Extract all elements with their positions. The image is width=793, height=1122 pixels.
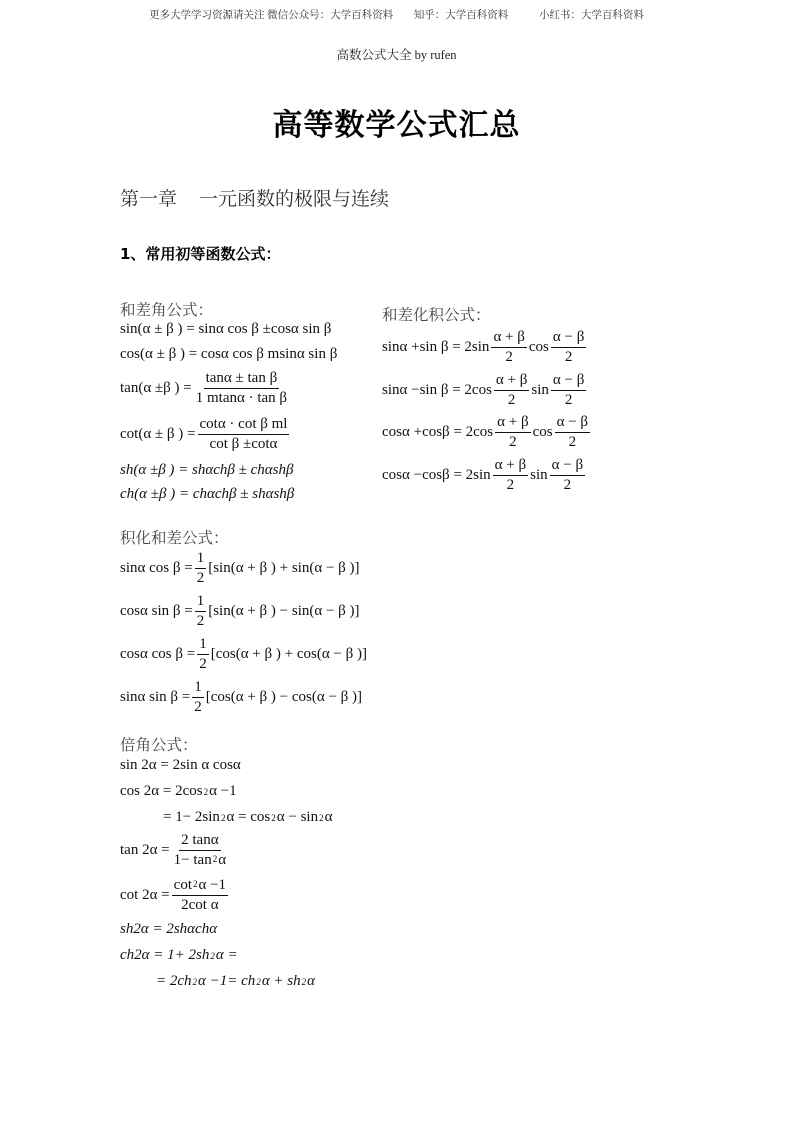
formula-product-to-sum <box>120 636 367 674</box>
fraction <box>551 329 586 367</box>
formula-cos-sum <box>120 346 337 363</box>
fraction-half <box>195 550 207 588</box>
chapter-number: 第一章 <box>120 189 178 210</box>
formula-lhs: cosα +cosβ = 2cos <box>382 424 494 441</box>
numerator: α − β <box>551 372 586 391</box>
fraction <box>172 832 228 870</box>
formula-lhs: sh(α ±β ) = <box>120 462 189 478</box>
formula-lhs: sinα −sin β = 2cos <box>382 382 492 399</box>
promo-header <box>0 7 793 22</box>
exponent: 2 <box>301 976 307 987</box>
formula-cot-double <box>120 877 230 915</box>
formula-sh-sum <box>120 462 293 479</box>
page-title: 高等数学公式汇总 <box>272 108 521 143</box>
formula-rhs: cosα cos β msinα sin β <box>200 346 338 362</box>
fraction <box>555 414 590 452</box>
exponent: 2 <box>192 879 198 889</box>
denominator: 2 <box>506 477 515 494</box>
section-heading: 1、常用初等函数公式： <box>120 245 281 263</box>
formula-sin-sum <box>120 321 331 338</box>
denominator: 2 <box>563 477 572 494</box>
fraction <box>551 372 586 410</box>
formula-part: α <box>307 973 316 989</box>
fraction-half <box>192 679 204 717</box>
formula-lhs: cosα −cosβ = 2sin <box>382 467 491 484</box>
denominator: 1 mtanα · tan β <box>195 390 288 407</box>
formula-part: α <box>218 852 227 869</box>
formula-part: ch2α = 1+ 2sh <box>120 947 210 963</box>
formula-lhs: sinα cos β = <box>120 560 193 577</box>
numerator: α + β <box>491 329 526 348</box>
formula-sum-to-product <box>382 457 587 495</box>
formula-lhs: cosα sin β = <box>120 603 193 620</box>
chapter-heading <box>120 184 389 211</box>
denominator: 2 <box>194 699 202 716</box>
numerator <box>172 877 228 896</box>
denominator <box>172 851 228 869</box>
formula-ch-double-cont <box>156 973 315 990</box>
formula-product-to-sum <box>120 550 360 588</box>
denominator: 2 <box>196 570 205 587</box>
formula-cos-double-cont <box>163 809 332 826</box>
formula-rhs: [sin(α + β ) + sin(α − β )] <box>208 560 360 577</box>
numerator: α + β <box>493 457 528 476</box>
numerator: α − β <box>551 329 586 348</box>
trig-function: cos <box>528 339 549 356</box>
formula-lhs: cos(α ± β ) = <box>120 346 198 362</box>
fraction <box>194 370 289 408</box>
sum-diff-angle-label: 和差角公式： <box>120 302 214 319</box>
exponent: 2 <box>210 950 215 961</box>
formula-sin-double: sin 2α = 2sin α cosα <box>120 757 241 773</box>
trig-function: sin <box>531 382 549 399</box>
formula-lhs: sinα +sin β = 2sin <box>382 339 490 356</box>
denominator: cot β ±cotα <box>209 436 278 453</box>
formula-lhs: cot(α ± β ) = <box>120 426 196 443</box>
formula-part: α + sh <box>261 973 301 989</box>
exponent: 2 <box>271 812 276 823</box>
formula-sum-to-product <box>382 329 588 367</box>
fraction <box>550 457 585 495</box>
numerator: α − β <box>550 457 585 476</box>
formula-part: 1− tan <box>173 852 212 869</box>
exponent: 2 <box>220 812 226 823</box>
formula-product-to-sum <box>120 679 362 717</box>
formula-tan-double <box>120 832 230 870</box>
denominator: 2 <box>196 613 205 630</box>
formula-sh-double: sh2α = 2shαchα <box>120 921 218 937</box>
fraction-half <box>195 593 207 631</box>
numerator: 1 <box>192 679 204 698</box>
denominator: 2 <box>505 349 513 366</box>
trig-function: cos <box>532 424 553 441</box>
exponent: 2 <box>203 786 209 797</box>
chapter-name: 一元函数的极限与连续 <box>199 189 390 210</box>
fraction <box>494 372 529 410</box>
promo-wechat: 更多大学学习资源请关注 微信公众号：大学百科资料 <box>149 10 394 21</box>
exponent: 2 <box>212 854 218 865</box>
formula-part: = 2ch <box>156 973 192 989</box>
fraction <box>493 457 528 495</box>
formula-lhs: tan 2α = <box>120 842 170 859</box>
formula-sum-to-product <box>382 372 588 410</box>
formula-part: α −1 <box>209 783 237 799</box>
numerator: α − β <box>555 414 590 433</box>
formula-ch-double <box>120 947 238 964</box>
formula-cot-sum <box>120 416 291 454</box>
formula-rhs: [cos(α + β ) + cos(α − β )] <box>210 646 368 663</box>
formula-cos-double <box>120 783 237 800</box>
denominator: 2 <box>509 434 517 451</box>
formula-part: α −1= ch <box>198 973 256 989</box>
formula-rhs: [cos(α + β ) − cos(α − β )] <box>205 689 363 706</box>
fraction <box>491 329 526 367</box>
numerator: 1 <box>195 550 207 569</box>
formula-ch-sum <box>120 486 294 503</box>
formula-lhs: ch(α ±β ) = <box>120 486 190 502</box>
fraction <box>495 414 530 452</box>
numerator: α + β <box>494 372 529 391</box>
promo-zhihu: 知乎：大学百科资料 <box>413 10 509 21</box>
formula-part: α <box>324 809 333 825</box>
fraction-half <box>197 636 209 674</box>
formula-part: cot <box>173 877 192 893</box>
formula-part: α = cos <box>226 809 271 825</box>
formula-part: α −1 <box>198 877 227 893</box>
formula-rhs: [sin(α + β ) − sin(α − β )] <box>208 603 360 620</box>
document-subtitle: 高数公式大全 by rufen <box>336 48 457 62</box>
formula-part: = 1− 2sin <box>163 809 220 825</box>
exponent: 2 <box>192 976 198 987</box>
formula-rhs: shαchβ ± chαshβ <box>192 462 294 478</box>
formula-rhs: sinα cos β ±cosα sin β <box>198 321 332 337</box>
formula-lhs: cosα cos β = <box>120 646 196 663</box>
denominator: 2 <box>564 392 573 409</box>
formula-tan-sum <box>120 370 291 408</box>
formula-lhs: tan(α ±β ) = <box>120 380 192 397</box>
formula-part: cos 2α = 2cos <box>120 783 203 799</box>
fraction <box>172 877 228 915</box>
denominator: 2 <box>568 434 577 451</box>
numerator: tanα ± tan β <box>204 370 280 389</box>
formula-lhs: cot 2α = <box>120 887 170 904</box>
exponent: 2 <box>319 812 324 823</box>
numerator: 1 <box>195 593 207 612</box>
fraction <box>198 416 290 454</box>
formula-lhs: sin(α ± β ) = <box>120 321 195 337</box>
numerator: cotα · cot β ml <box>198 416 290 435</box>
exponent: 2 <box>256 976 261 987</box>
formula-lhs: sinα sin β = <box>120 689 191 706</box>
denominator: 2 <box>507 392 516 409</box>
denominator: 2 <box>199 656 207 673</box>
numerator: 1 <box>197 636 209 655</box>
denominator: 2 <box>564 349 573 366</box>
numerator: 2 tanα <box>179 832 220 851</box>
sum-to-product-label: 和差化积公式： <box>382 307 491 324</box>
formula-product-to-sum <box>120 593 360 631</box>
formula-part: α = <box>215 947 238 963</box>
formula-rhs: chαchβ ± shαshβ <box>192 486 295 502</box>
formula-part: α − sin <box>276 809 319 825</box>
formula-sum-to-product <box>382 414 592 452</box>
denominator: 2cot α <box>181 897 219 914</box>
double-angle-label: 倍角公式： <box>120 737 198 754</box>
trig-function: sin <box>530 467 548 484</box>
product-to-sum-label: 积化和差公式： <box>120 530 229 547</box>
numerator: α + β <box>495 414 530 433</box>
promo-xiaohongshu: 小红书：大学百科资料 <box>538 10 644 21</box>
